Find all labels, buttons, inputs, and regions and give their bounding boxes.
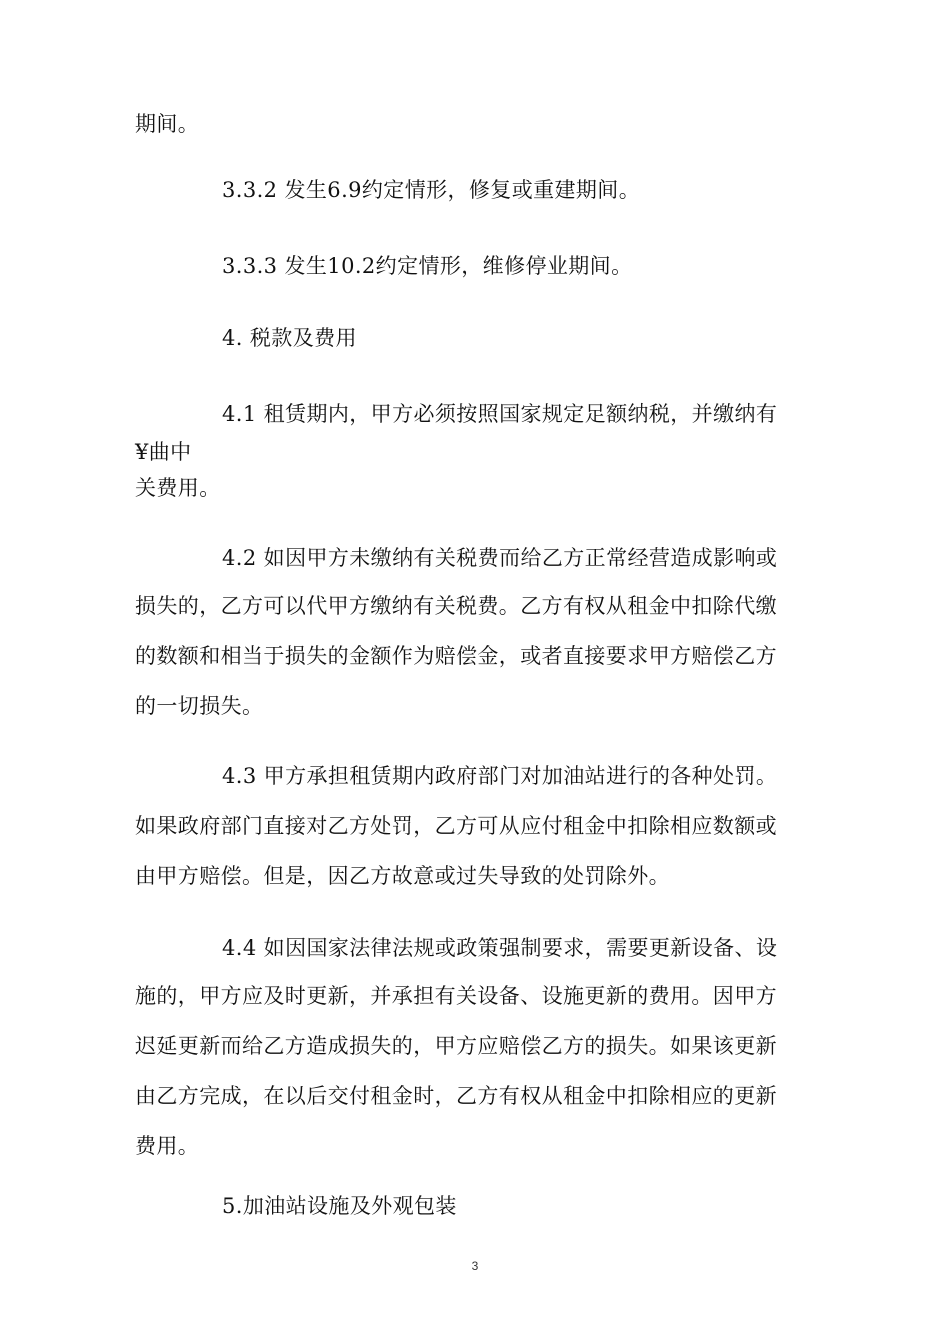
clause-3-3-3: 3.3.3 发生10.2约定情形，维修停业期间。 [222,254,633,278]
text-line: 费用。 [135,1134,200,1158]
stray-text: ¥曲中 [135,440,192,464]
text-line: 由甲方赔偿。但是，因乙方故意或过失导致的处罚除外。 [135,864,670,888]
text-line: 如果政府部门直接对乙方处罚，乙方可从应付租金中扣除相应数额或 [135,814,777,838]
clause-4-1: 4.1 租赁期内，甲方必须按照国家规定足额纳税，并缴纳有 [222,402,778,426]
clause-3-3-2: 3.3.2 发生6.9约定情形，修复或重建期间。 [222,178,641,202]
text-line: 施的，甲方应及时更新，并承担有关设备、设施更新的费用。因甲方 [135,984,777,1008]
page-number: 3 [471,1259,479,1273]
clause-4-3: 4.3 甲方承担租赁期内政府部门对加油站进行的各种处罚。 [222,764,778,788]
text-line: 损失的，乙方可以代甲方缴纳有关税费。乙方有权从租金中扣除代缴 [135,594,777,618]
text-line: 由乙方完成，在以后交付租金时，乙方有权从租金中扣除相应的更新 [135,1084,777,1108]
text-line: 的数额和相当于损失的金额作为赔偿金，或者直接要求甲方赔偿乙方 [135,644,777,668]
clause-4-4: 4.4 如因国家法律法规或政策强制要求，需要更新设备、设 [222,936,778,960]
section-heading-4: 4. 税款及费用 [222,326,357,350]
text-line: 关费用。 [135,476,221,500]
text-line: 的一切损失。 [135,694,264,718]
section-heading-5: 5.加油站设施及外观包装 [222,1194,457,1218]
clause-4-2: 4.2 如因甲方未缴纳有关税费而给乙方正常经营造成影响或 [222,546,778,570]
text-line: 期间。 [135,112,200,136]
text-line: 迟延更新而给乙方造成损失的，甲方应赔偿乙方的损失。如果该更新 [135,1034,777,1058]
